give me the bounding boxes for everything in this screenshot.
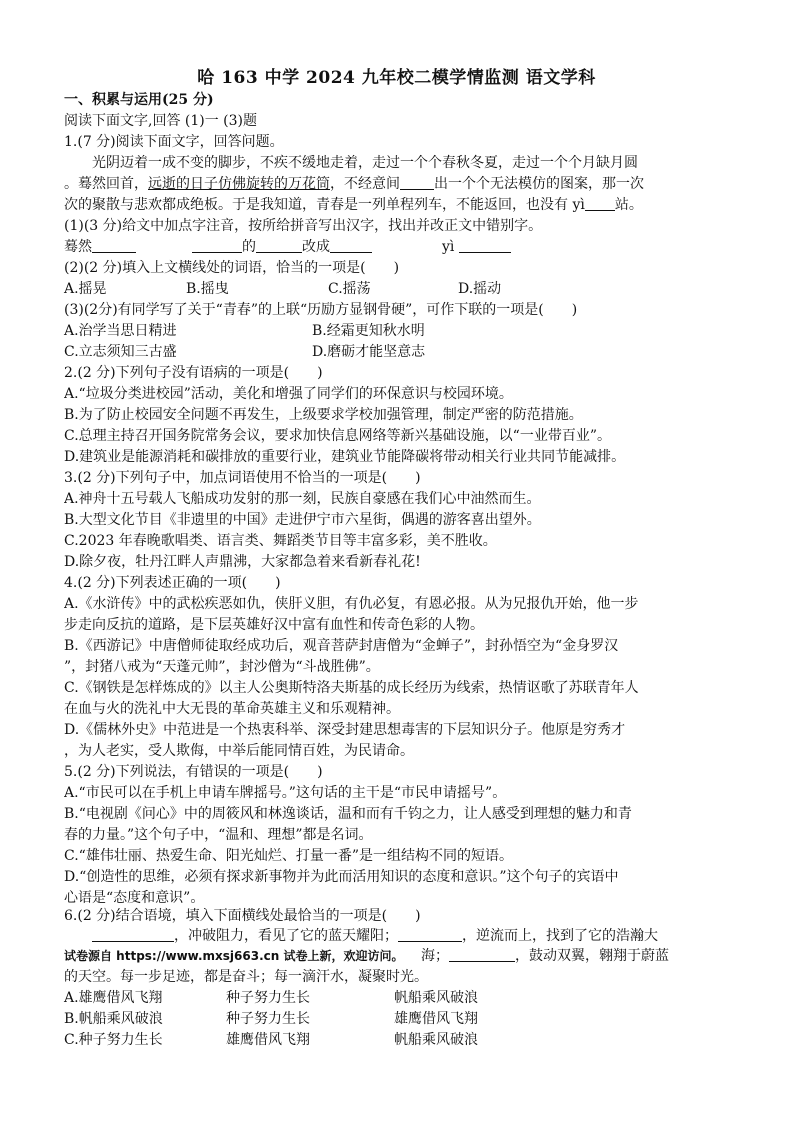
answer-label: 蓦然 <box>64 239 92 255</box>
underlined-phrase: 远逝的日子仿佛旋转的万花筒 <box>148 176 330 192</box>
source-watermark: 试卷源自 https://www.mxsj663.cn 试卷上新，欢迎访问。 <box>64 949 404 963</box>
q5-stem: 5.(2 分)下列说法，有错误的一项是( ) <box>64 764 323 780</box>
option[interactable]: D.摇动 <box>458 281 502 297</box>
option[interactable]: B.《西游记》中唐僧师徒取经成功后，观音菩萨封唐僧为“金蝉子”，封孙悟空为“金身罗汉 <box>64 638 619 654</box>
passage-text: 次的聚散与悲欢都成绝板。于是我知道，青春是一列单程列车，不能返回，也没有 yì <box>64 197 585 213</box>
option-cont: 步走向反抗的道路，是下层英雄好汉中富有血性和传奇色彩的人物。 <box>64 617 484 633</box>
q2-stem: 2.(2 分)下列句子没有语病的一项是( ) <box>64 365 323 381</box>
option[interactable]: B.“电视剧《问心》中的周筱风和林逸谈话，温和而有千钧之力，让人感受到理想的魅力和青 <box>64 806 632 822</box>
q1-passage-line-2 <box>64 174 734 194</box>
section-heading: 一、积累与运用(25 分) <box>64 92 214 108</box>
option[interactable]: A.“市民可以在手机上申请车牌摇号。”这句话的主干是“市民申请摇号”。 <box>64 785 507 801</box>
option[interactable]: C.“雄伟壮丽、热爱生命、阳光灿烂、打量一番”是一组结构不同的短语。 <box>64 848 513 864</box>
option[interactable]: A.神舟十五号载人飞船成功发射的那一刻，民族自豪感在我们心中油然而生。 <box>64 491 541 507</box>
option[interactable]: A.雄鹰借风飞翔 <box>64 990 163 1006</box>
option-cont: ”，封猪八戒为“天蓬元帅”，封沙僧为“斗战胜佛”。 <box>64 659 380 675</box>
option[interactable]: B.经霜更知秋水明 <box>312 323 425 339</box>
option-part: 帆船乘风破浪 <box>394 1032 478 1048</box>
passage-text: ，鼓动双翼，翱翔于蔚蓝 <box>515 948 669 964</box>
option[interactable]: A.摇晃 <box>64 281 107 297</box>
option-part: 雄鹰借风飞翔 <box>226 1032 310 1048</box>
option[interactable]: C.2023 年春晚歌唱类、语言类、舞蹈类节目等丰富多彩，美不胜收。 <box>64 533 497 549</box>
option[interactable]: C.《钢铁是怎样炼成的》以主人公奥斯特洛夫斯基的成长经历为线索，热情讴歌了苏联青年人 <box>64 680 639 696</box>
passage-text: 站。 <box>614 197 643 213</box>
option-part: 帆船乘风破浪 <box>394 990 478 1006</box>
answer-blank[interactable] <box>330 238 372 253</box>
option[interactable]: A.《水浒传》中的武松疾恶如仇，侠肝义胆，有仇必复，有恩必报。从为兄报仇开始，他一步 <box>64 596 639 612</box>
passage-text: 海； <box>421 948 449 964</box>
passage-text: ，冲破阻力，看见了它的蓝天耀阳； <box>174 928 398 944</box>
q6-stem: 6.(2 分)结合语境，填入下面横线处最恰当的一项是( ) <box>64 908 421 924</box>
option[interactable]: B.为了防止校园安全问题不再发生，上级要求学校加强管理，制定严密的防范措施。 <box>64 407 583 423</box>
option-part: 种子努力生长 <box>226 990 310 1006</box>
option[interactable]: C.种子努力生长 <box>64 1032 163 1048</box>
answer-blank[interactable] <box>459 238 511 253</box>
answer-blank[interactable] <box>192 238 242 253</box>
option[interactable]: C.立志须知三古盛 <box>64 344 177 360</box>
option[interactable]: B.帆船乘风破浪 <box>64 1011 163 1027</box>
q6-passage-line-2 <box>421 946 669 966</box>
option-cont: 春的力量。”这个句子中，“温和、理想”都是名词。 <box>64 827 373 843</box>
answer-blank[interactable] <box>256 238 302 253</box>
q1-sub1-answers <box>64 237 734 257</box>
option[interactable]: D.《儒林外史》中范进是一个热衷科举、深受封建思想毒害的下层知识分子。他原是穷秀才 <box>64 722 626 738</box>
q1-sub2: (2)(2 分)填入上文横线处的词语，恰当的一项是( ) <box>64 260 400 276</box>
option[interactable]: B.摇曳 <box>186 281 229 297</box>
q4-stem: 4.(2 分)下列表述正确的一项( ) <box>64 575 281 591</box>
page-title: 哈 163 中学 2024 九年校二模学情监测 语文学科 <box>197 68 596 88</box>
q1-passage-line-3 <box>64 195 734 215</box>
option-cont: ，为人老实，受人欺侮，中举后能同情百姓，为民请命。 <box>64 743 414 759</box>
option[interactable]: D.磨砺才能坚意志 <box>312 344 426 360</box>
option[interactable]: D.“创造性的思维，必须有探求新事物并为此而活用知识的态度和意识。”这个句子的宾语中 <box>64 869 619 885</box>
passage-text: 。蓦然回首， <box>64 176 148 192</box>
q6-passage-line-1 <box>64 926 734 946</box>
passage-text: ，逆流而上，找到了它的浩瀚大 <box>462 928 658 944</box>
option-part: 雄鹰借风飞翔 <box>394 1011 478 1027</box>
q1-sub3: (3)(2分)有同学写了关于“青春”的上联“历励方显钢骨硬”，可作下联的一项是( ) <box>64 302 578 318</box>
q6-passage-line-3: 的天空。每一步足迹，都是奋斗；每一滴汗水，凝聚时光。 <box>64 969 428 985</box>
option-cont: 在血与火的洗礼中大无畏的革命英雄主义和乐观精神。 <box>64 701 400 717</box>
fill-blank[interactable] <box>585 196 615 211</box>
reading-instruction: 阅读下面文字,回答 (1)一 (3)题 <box>64 113 258 129</box>
passage-text: 出一个个无法模仿的图案，那一次 <box>434 176 644 192</box>
answer-label: yì <box>442 239 455 255</box>
q1-passage-line-1: 光阴迈着一成不变的脚步，不疾不缓地走着，走过一个个春秋冬夏，走过一个个月缺月圆 <box>92 155 638 171</box>
option-cont: 心语是“态度和意识”。 <box>64 890 205 906</box>
option[interactable]: A.“垃圾分类进校园”活动，美化和增强了同学们的环保意识与校园环境。 <box>64 386 513 402</box>
passage-text: ，不经意间 <box>330 176 400 192</box>
option[interactable]: A.治学当思日精进 <box>64 323 177 339</box>
fill-blank[interactable] <box>398 927 462 942</box>
option-part: 种子努力生长 <box>226 1011 310 1027</box>
option[interactable]: B.大型文化节目《非遗里的中国》走进伊宁市六星街，偶遇的游客喜出望外。 <box>64 512 541 528</box>
q3-stem: 3.(2 分)下列句子中，加点词语使用不恰当的一项是( ) <box>64 470 421 486</box>
q1-sub1: (1)(3 分)给文中加点字注音，按所给拼音写出汉字，找出并改正文中错别字。 <box>64 218 543 234</box>
option[interactable]: C.总理主持召开国务院常务会议，要求加快信息网络等新兴基础设施，以“一业带百业”。 <box>64 428 611 444</box>
answer-label: 改成 <box>302 239 330 255</box>
answer-blank[interactable] <box>92 238 136 253</box>
fill-blank[interactable] <box>400 175 434 190</box>
q1-stem: 1.(7 分)阅读下面文字，回答问题。 <box>64 134 284 150</box>
option[interactable]: D.建筑业是能源消耗和碳排放的重要行业，建筑业节能降碳将带动相关行业共同节能减排。 <box>64 449 626 465</box>
option[interactable]: D.除夕夜，牡丹江畔人声鼎沸，大家都急着来看新春礼花! <box>64 554 421 570</box>
answer-label: 的 <box>242 239 256 255</box>
fill-blank[interactable] <box>92 927 174 942</box>
option[interactable]: C.摇荡 <box>328 281 371 297</box>
fill-blank[interactable] <box>449 947 515 962</box>
